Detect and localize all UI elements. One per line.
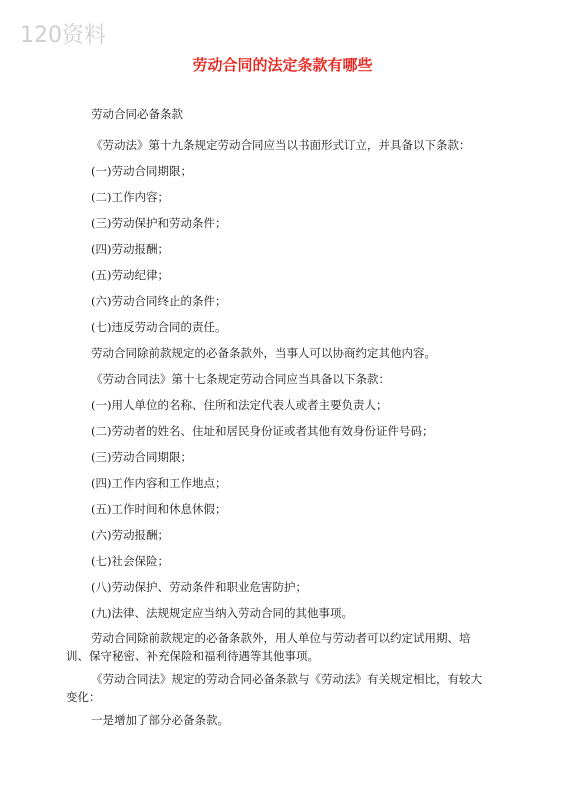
paragraph: (四)工作内容和工作地点； bbox=[91, 476, 227, 490]
paragraph: (三)劳动合同期限； bbox=[91, 450, 192, 464]
paragraph: (一)劳动合同期限； bbox=[91, 164, 192, 178]
paragraph: (五)工作时间和休息休假； bbox=[91, 502, 227, 516]
paragraph: (七)社会保险； bbox=[91, 554, 169, 568]
paragraph: (六)劳动合同终止的条件； bbox=[91, 294, 227, 308]
paragraph: (二)工作内容； bbox=[91, 190, 169, 204]
paragraph: (一)用人单位的名称、住所和法定代表人或者主要负责人； bbox=[91, 398, 388, 412]
paragraph: 劳动合同除前款规定的必备条款外，当事人可以协商约定其他内容。 bbox=[91, 346, 436, 360]
paragraph: 《劳动合同法》规定的劳动合同必备条款与《劳动法》有关规定相比，有较大变化： bbox=[66, 672, 482, 704]
paragraph: 《劳动合同法》第十七条规定劳动合同应当具备以下条款： bbox=[91, 372, 390, 386]
paragraph: 《劳动法》第十九条规定劳动合同应当以书面形式订立，并具备以下条款： bbox=[91, 138, 471, 152]
paragraph: (七)违反劳动合同的责任。 bbox=[91, 320, 227, 334]
paragraph: 劳动合同除前款规定的必备条款外，用人单位与劳动者可以约定试用期、培训、保守秘密、补充保险和福利待遇等其他事项。 bbox=[66, 631, 471, 663]
paragraph: (八)劳动保护、劳动条件和职业危害防护； bbox=[91, 580, 307, 594]
paragraph: 劳动合同必备条款 bbox=[91, 107, 183, 121]
watermark: 120资料 bbox=[20, 23, 106, 48]
document-title: 劳动合同的法定条款有哪些 bbox=[192, 56, 373, 74]
paragraph: (三)劳动保护和劳动条件； bbox=[91, 216, 227, 230]
paragraph: (五)劳动纪律； bbox=[91, 268, 169, 282]
paragraph: (二)劳动者的姓名、住址和居民身份证或者其他有效身份证件号码； bbox=[91, 424, 434, 438]
paragraph: (四)劳动报酬； bbox=[91, 242, 169, 256]
paragraph: (六)劳动报酬； bbox=[91, 528, 169, 542]
paragraph: 一是增加了部分必备条款。 bbox=[91, 713, 229, 727]
paragraph: (九)法律、法规规定应当纳入劳动合同的其他事项。 bbox=[91, 606, 353, 620]
